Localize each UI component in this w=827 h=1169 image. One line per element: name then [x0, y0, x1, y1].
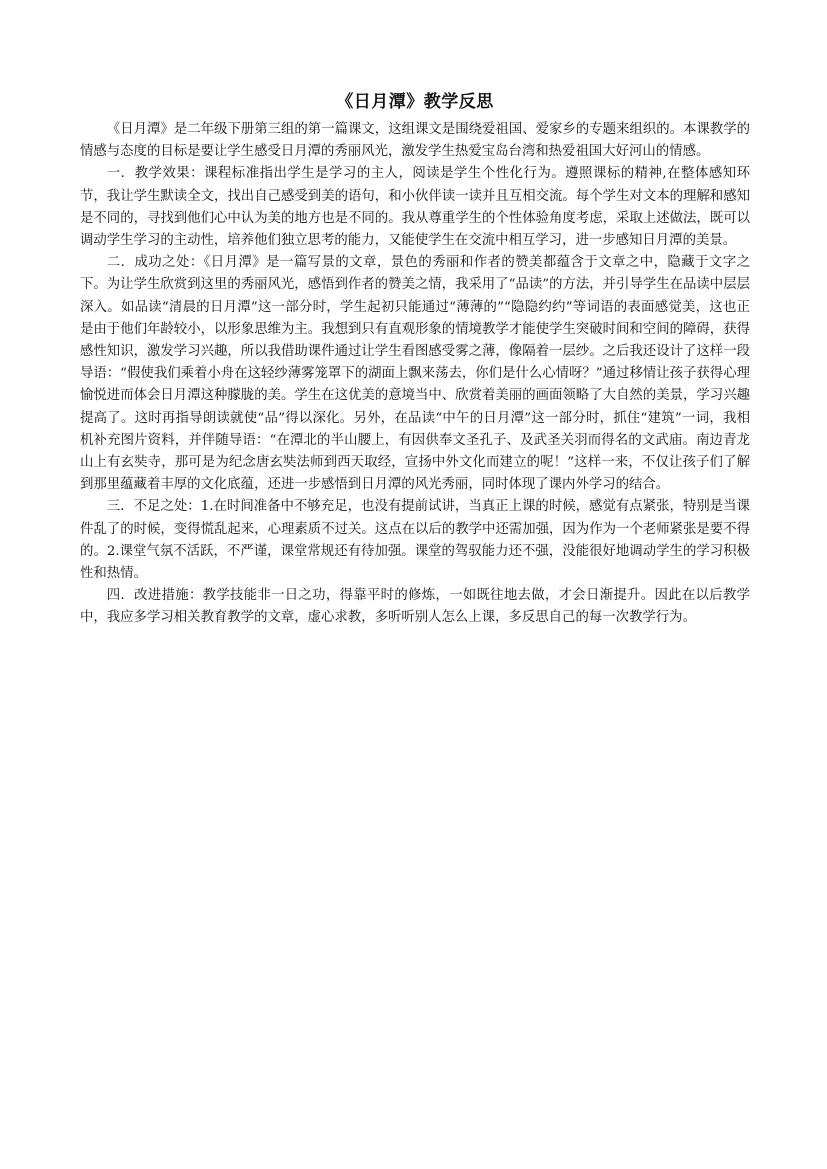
paragraph-shortcomings: 三．不足之处：1.在时间准备中不够充足，也没有提前试讲，当真正上课的时候，感觉有点紧张，特别是当课件乱了的时候，变得慌乱起来，心理素质不过关。这点在以后的教学中还需加强，因为作为一个老师紧张是要不得的。2.课堂气氛不活跃，不严谨，课堂常规还有待加强。课堂的驾驭能力还不强，没能很好地调动学生的学习积极性和热情。	[80, 499, 750, 582]
paragraph-teaching-effect: 一．教学效果：课程标准指出学生是学习的主人，阅读是学生个性化行为。遵照课标的精神,在整体感知环节，我让学生默读全文，找出自己感受到美的语句，和小伙伴读一读并且互相交流。每个学生对文本的理解和感知是不同的，寻找到他们心中认为美的地方也是不同的。我从尊重学生的个性体验角度考虑，采取上述做法，既可以调动学生学习的主动性，培养他们独立思考的能力，又能使学生在交流中相互学习，进一步感知日月潭的美景。	[80, 166, 750, 249]
document-body	[80, 90, 750, 630]
paragraph-improvements: 四．改进措施：教学技能非一日之功，得靠平时的修炼，一如既往地去做，才会日渐提升。因此在以后教学中，我应多学习相关教育教学的文章，虚心求教，多听听别人怎么上课，多反思自己的每一次教学行为。	[80, 588, 750, 626]
paragraph-success: 二．成功之处：《日月潭》是一篇写景的文章，景色的秀丽和作者的赞美都蕴含于文章之中，隐藏于文字之下。为让学生欣赏到这里的秀丽风光，感悟到作者的赞美之情，我采用了“品读”的方法，并引导学生在品读中层层深入。如品读“清晨的日月潭”这一部分时，学生起初只能通过“薄薄的”“隐隐约约”等词语的表面感觉美，这也正是由于他们年龄较小，以形象思维为主。我想到只有直观形象的情境教学才能使学生突破时间和空间的障碍，获得感性知识，激发学习兴趣，所以我借助课件通过让学生看图感受雾之薄，像隔着一层纱。之后我还设计了这样一段导语：“假使我们乘着小舟在这轻纱薄雾笼罩下的湖面上飘来荡去，你们是什么心情呀？”通过移情让孩子获得心理愉悦进而体会日月潭这种朦胧的美。学生在这优美的意境当中、欣赏着美丽的画面领略了大自然的美景，学习兴趣提高了。这时再指导朗读就使“品”得以深化。另外，在品读“中午的日月潭”这一部分时，抓住“建筑”一词，我相机补充图片资料，并伴随导语：“在潭北的半山腰上，有因供奉文圣孔子、及武圣关羽而得名的文武庙。南边青龙山上有玄奘寺，那可是为纪念唐玄奘法师到西天取经，宣扬中外文化而建立的呢！”这样一来，不仅让孩子们了解到那里蕴藏着丰厚的文化底蕴，还进一步感悟到日月潭的风光秀丽，同时体现了课内外学习的结合。	[80, 255, 750, 493]
paragraph-intro: 《日月潭》是二年级下册第三组的第一篇课文，这组课文是围绕爱祖国、爱家乡的专题来组织的。本课教学的情感与态度的目标是要让学生感受日月潭的秀丽风光，激发学生热爱宝岛台湾和热爱祖国大好河山的情感。	[80, 122, 750, 160]
document-title: 《日月潭》教学反思	[336, 92, 494, 112]
